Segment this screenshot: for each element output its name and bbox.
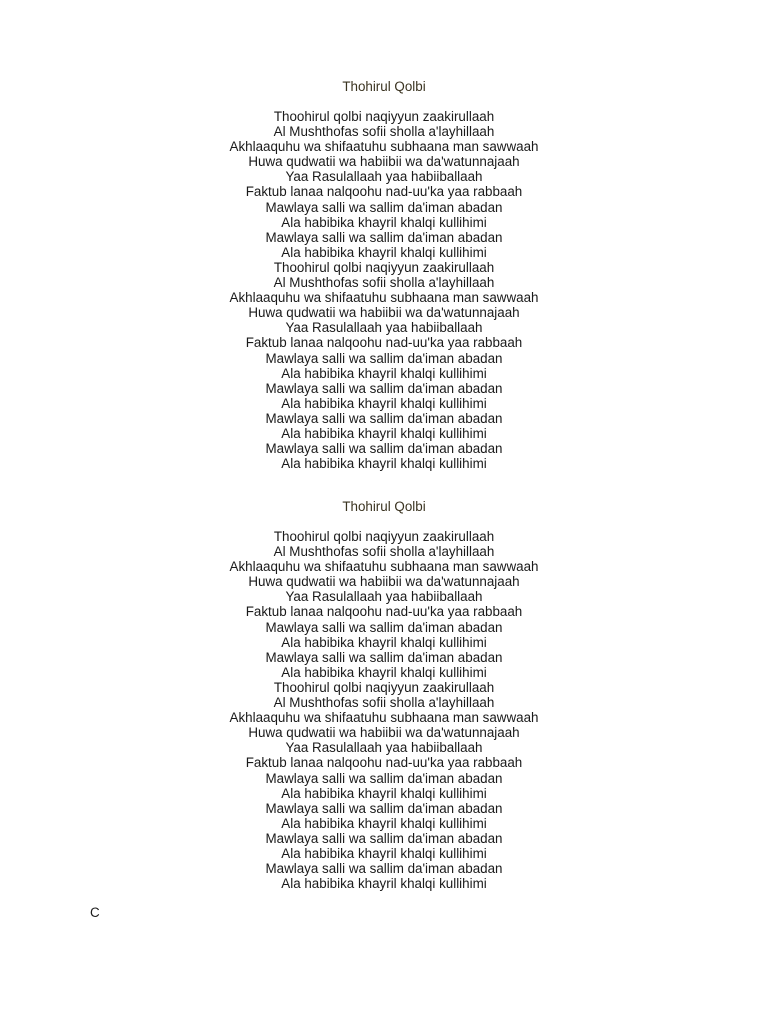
verse-line: Huwa qudwatii wa habiibii wa da'watunnajaah <box>248 154 520 170</box>
verse-line: Thoohirul qolbi naqiyyun zaakirullaah <box>273 529 495 544</box>
verse-line: Al Mushthofas sofii sholla a'layhillaah <box>273 695 495 711</box>
verse-line: Ala habibika khayril khalqi kullihimi <box>281 785 487 801</box>
verse-line: Yaa Rasulallaah yaa habiiballaah <box>285 589 483 605</box>
verse-line: Faktub lanaa nalqoohu nad-uu'ka yaa rabbaah <box>245 755 523 771</box>
verse-line: Mawlaya salli wa sallim da'iman abadan <box>265 649 503 665</box>
verse-list <box>0 109 768 471</box>
verse-line: Yaa Rasulallaah yaa habiiballaah <box>285 740 483 756</box>
verse-line: Ala habibika khayril khalqi kullihimi <box>281 214 487 230</box>
verse-line: Al Mushthofas sofii sholla a'layhillaah <box>273 544 495 560</box>
verse-line: Akhlaaquhu wa shifaatuhu subhaana man sawwaah <box>229 139 539 155</box>
verse-line: Ala habibika khayril khalqi kullihimi <box>281 425 487 441</box>
verse-line: Huwa qudwatii wa habiibii wa da'watunnajaah <box>248 574 520 590</box>
verse-line: Ala habibika khayril khalqi kullihimi <box>281 876 487 892</box>
section-title: Thohirul Qolbi <box>342 79 426 94</box>
verse-line: Akhlaaquhu wa shifaatuhu subhaana man sawwaah <box>229 290 539 306</box>
verse-line: Mawlaya salli wa sallim da'iman abadan <box>265 199 503 215</box>
verse-line: Mawlaya salli wa sallim da'iman abadan <box>265 770 503 786</box>
verse-line: Ala habibika khayril khalqi kullihimi <box>281 815 487 831</box>
section-title: Thohirul Qolbi <box>342 499 426 514</box>
verse-line: Mawlaya salli wa sallim da'iman abadan <box>265 830 503 846</box>
verse-line: Mawlaya salli wa sallim da'iman abadan <box>265 619 503 635</box>
verse-line: Ala habibika khayril khalqi kullihimi <box>281 664 487 680</box>
verse-line: Mawlaya salli wa sallim da'iman abadan <box>265 410 503 426</box>
verse-line: Thoohirul qolbi naqiyyun zaakirullaah <box>273 679 495 695</box>
verse-line: Akhlaaquhu wa shifaatuhu subhaana man sawwaah <box>229 559 539 575</box>
verse-line: Mawlaya salli wa sallim da'iman abadan <box>265 861 503 877</box>
verse-line: Al Mushthofas sofii sholla a'layhillaah <box>273 275 495 291</box>
lyrics-section-1 <box>0 79 768 471</box>
verse-list <box>0 529 768 891</box>
verse-line: Akhlaaquhu wa shifaatuhu subhaana man sawwaah <box>229 710 539 726</box>
verse-line: Faktub lanaa nalqoohu nad-uu'ka yaa rabbaah <box>245 335 523 351</box>
verse-line: Thoohirul qolbi naqiyyun zaakirullaah <box>273 259 495 275</box>
verse-line: Yaa Rasulallaah yaa habiiballaah <box>285 169 483 185</box>
verse-line: Faktub lanaa nalqoohu nad-uu'ka yaa rabbaah <box>245 184 523 200</box>
verse-line: Mawlaya salli wa sallim da'iman abadan <box>265 229 503 245</box>
verse-line: Al Mushthofas sofii sholla a'layhillaah <box>273 124 495 140</box>
lyrics-section-2 <box>0 499 768 891</box>
footer-mark: C <box>90 905 100 920</box>
verse-line: Mawlaya salli wa sallim da'iman abadan <box>265 350 503 366</box>
verse-line: Ala habibika khayril khalqi kullihimi <box>281 244 487 260</box>
verse-line: Ala habibika khayril khalqi kullihimi <box>281 634 487 650</box>
verse-line: Huwa qudwatii wa habiibii wa da'watunnajaah <box>248 305 520 321</box>
verse-line: Thoohirul qolbi naqiyyun zaakirullaah <box>273 109 495 124</box>
verse-line: Mawlaya salli wa sallim da'iman abadan <box>265 441 503 457</box>
verse-line: Ala habibika khayril khalqi kullihimi <box>281 845 487 861</box>
verse-line: Ala habibika khayril khalqi kullihimi <box>281 395 487 411</box>
verse-line: Huwa qudwatii wa habiibii wa da'watunnajaah <box>248 725 520 741</box>
verse-line: Yaa Rasulallaah yaa habiiballaah <box>285 320 483 336</box>
verse-line: Ala habibika khayril khalqi kullihimi <box>281 365 487 381</box>
verse-line: Faktub lanaa nalqoohu nad-uu'ka yaa rabbaah <box>245 604 523 620</box>
verse-line: Mawlaya salli wa sallim da'iman abadan <box>265 380 503 396</box>
verse-line: Mawlaya salli wa sallim da'iman abadan <box>265 800 503 816</box>
verse-line: Ala habibika khayril khalqi kullihimi <box>281 456 487 472</box>
